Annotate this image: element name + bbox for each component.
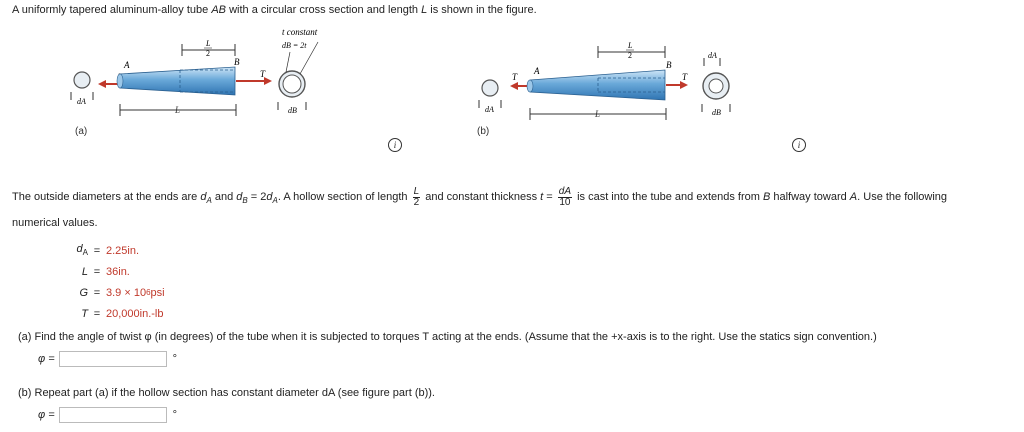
end-section-a-icon [482, 80, 498, 96]
end-section-a-icon [74, 72, 90, 88]
fraction-dA-10: $\frac{dA}{10}$ [558, 185, 572, 208]
info-icon-b[interactable]: i [792, 138, 806, 152]
figure-b-caption: (b) [477, 126, 490, 137]
svg-text:L: L [628, 41, 633, 50]
svg-text:2: 2 [628, 51, 632, 60]
svg-text:L: L [175, 105, 181, 115]
label-A: A [124, 60, 130, 70]
svg-text:T: T [512, 72, 518, 82]
phi-label-b: φ = [38, 409, 55, 421]
tapered-tube [530, 70, 665, 100]
answer-input-b[interactable] [59, 407, 167, 423]
info-icon-a[interactable]: i [388, 138, 402, 152]
numerical-values [60, 240, 165, 324]
question-b [18, 387, 435, 423]
svg-text:B: B [666, 60, 672, 70]
problem-description: The outside diameters at the ends are $d_A$ and $d_B = 2d_A$. A hollow section of length $\frac{L}{2}$ and constant thickness t = $\frac{dA}{10}$ is cast into the tube and extends from B halfway toward A. Use the following numerical values. [12, 185, 948, 230]
figure-a-caption: (a) [75, 126, 88, 137]
label-t-constant: t constant [282, 27, 318, 37]
figure-a [60, 22, 360, 142]
value-row-L: L = 36 in. [81, 265, 130, 278]
svg-text:T: T [682, 72, 688, 82]
svg-text:dA: dA [485, 105, 494, 114]
degree-unit-b: ° [172, 409, 178, 421]
question-a-text: (a) Find the angle of twist φ (in degrees) of the tube when it is subjected to torques T acting at the ends. (Assume that the +x-axis is to the right. Use the statics sign convention.) [18, 331, 877, 343]
phi-label-a: φ = [38, 353, 55, 365]
problem-intro: A uniformly tapered aluminum-alloy tube AB with a circular cross section and length L is shown in the figure. [12, 4, 537, 16]
figure-b [470, 22, 770, 142]
value-row-T: T = 20,000 in.-lb [81, 307, 164, 320]
label-B: B [234, 57, 240, 67]
question-a [18, 331, 877, 367]
svg-text:2: 2 [206, 49, 210, 58]
degree-unit-a: ° [172, 353, 178, 365]
label-dA: dA [77, 97, 86, 106]
svg-text:dB: dB [288, 106, 297, 115]
answer-input-a[interactable] [59, 351, 167, 367]
svg-text:dA: dA [708, 51, 717, 60]
svg-text:L: L [595, 109, 601, 119]
fraction-L-2: $\frac{L}{2}$ [413, 185, 420, 208]
tapered-tube [120, 67, 235, 95]
question-b-text: (b) Repeat part (a) if the hollow section has constant diameter dA (see figure part (b)). [18, 387, 435, 399]
label-T-right: T [260, 69, 266, 79]
value-row-G: G = 3.9 × 10 6 psi [79, 286, 165, 299]
svg-text:L: L [206, 39, 211, 48]
label-db-eq: dB = 2t [282, 41, 307, 50]
value-row-dA: $d_A$ = 2.25 in. [76, 243, 140, 258]
svg-text:dB: dB [712, 108, 721, 117]
svg-text:A: A [534, 66, 540, 76]
